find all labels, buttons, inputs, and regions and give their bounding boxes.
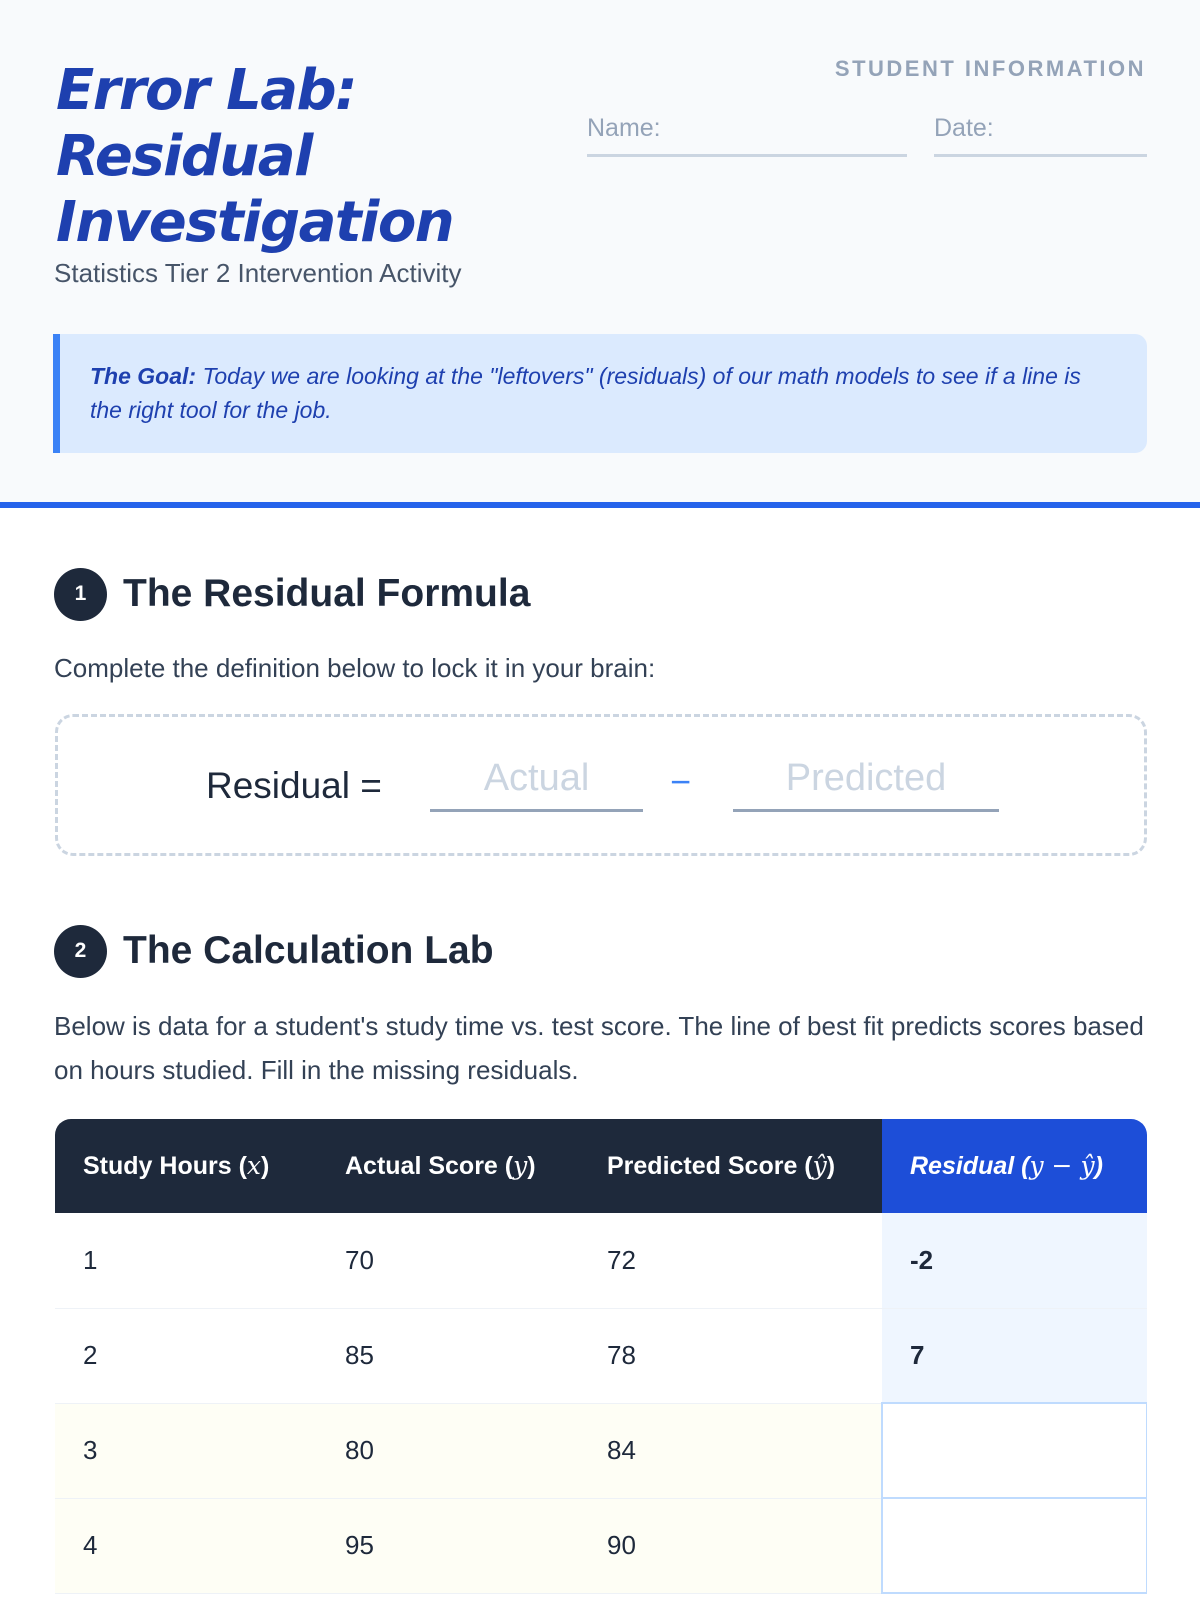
cell-hours: 3 <box>55 1403 317 1498</box>
cell-hours: 2 <box>55 1308 317 1403</box>
page-subtitle: Statistics Tier 2 Intervention Activity <box>54 258 462 288</box>
table-row <box>55 1403 1147 1498</box>
name-label: Name: <box>587 114 661 142</box>
residual-answer-input[interactable] <box>882 1498 1147 1593</box>
predicted-blank-input[interactable]: Predicted <box>733 757 999 812</box>
actual-blank-input[interactable]: Actual <box>430 757 643 812</box>
cell-residual: -2 <box>882 1213 1147 1308</box>
residual-table <box>55 1119 1147 1594</box>
header-residual: Residual (y − ŷ) <box>882 1119 1147 1213</box>
residual-answer-input[interactable] <box>882 1403 1147 1498</box>
table-header-row <box>55 1119 1147 1213</box>
worksheet-header <box>0 0 1200 508</box>
student-info-label: STUDENT INFORMATION <box>834 56 1146 81</box>
table-row <box>55 1308 1147 1403</box>
title-line-1: Error Lab: <box>56 58 357 123</box>
goal-callout <box>53 334 1147 453</box>
cell-hours: 4 <box>55 1498 317 1593</box>
minus-operator: − <box>670 761 692 802</box>
formula-box <box>55 714 1147 856</box>
cell-hours: 1 <box>55 1213 317 1308</box>
table-row <box>55 1213 1147 1308</box>
section-1-title: The Residual Formula <box>123 572 531 615</box>
cell-predicted: 72 <box>579 1213 882 1308</box>
cell-residual: 7 <box>882 1308 1147 1403</box>
cell-actual: 70 <box>317 1213 579 1308</box>
date-label: Date: <box>934 114 994 142</box>
page-title <box>56 58 576 256</box>
section-1-number-badge: 1 <box>54 568 107 621</box>
goal-lead: The Goal: <box>90 363 197 389</box>
cell-actual: 80 <box>317 1403 579 1498</box>
goal-text: Today we are looking at the "leftovers" (residuals) of our math models to see if a line is the right tool for the job. <box>90 363 1081 423</box>
section-1-instruction: Complete the definition below to lock it in your brain: <box>54 653 656 683</box>
header-predicted-score: Predicted Score (ŷ) <box>579 1119 882 1213</box>
section-1-heading <box>54 567 530 621</box>
header-study-hours: Study Hours (x) <box>55 1119 317 1213</box>
section-2-number-badge: 2 <box>54 925 107 978</box>
title-line-3: Investigation <box>56 190 454 255</box>
section-2-heading <box>54 924 494 978</box>
table-row <box>55 1498 1147 1593</box>
cell-predicted: 90 <box>579 1498 882 1593</box>
formula-label: Residual = <box>206 765 382 806</box>
cell-actual: 95 <box>317 1498 579 1593</box>
header-actual-score: Actual Score (y) <box>317 1119 579 1213</box>
section-2-description: Below is data for a student's study time vs. test score. The line of best fit predicts scores based on hours studied. Fill in the missing residuals. <box>54 1011 1144 1085</box>
date-field[interactable] <box>934 110 1147 157</box>
cell-actual: 85 <box>317 1308 579 1403</box>
cell-predicted: 84 <box>579 1403 882 1498</box>
name-field[interactable] <box>587 110 907 157</box>
title-line-2: Residual <box>56 124 312 189</box>
section-2-title: The Calculation Lab <box>123 929 494 972</box>
cell-predicted: 78 <box>579 1308 882 1403</box>
